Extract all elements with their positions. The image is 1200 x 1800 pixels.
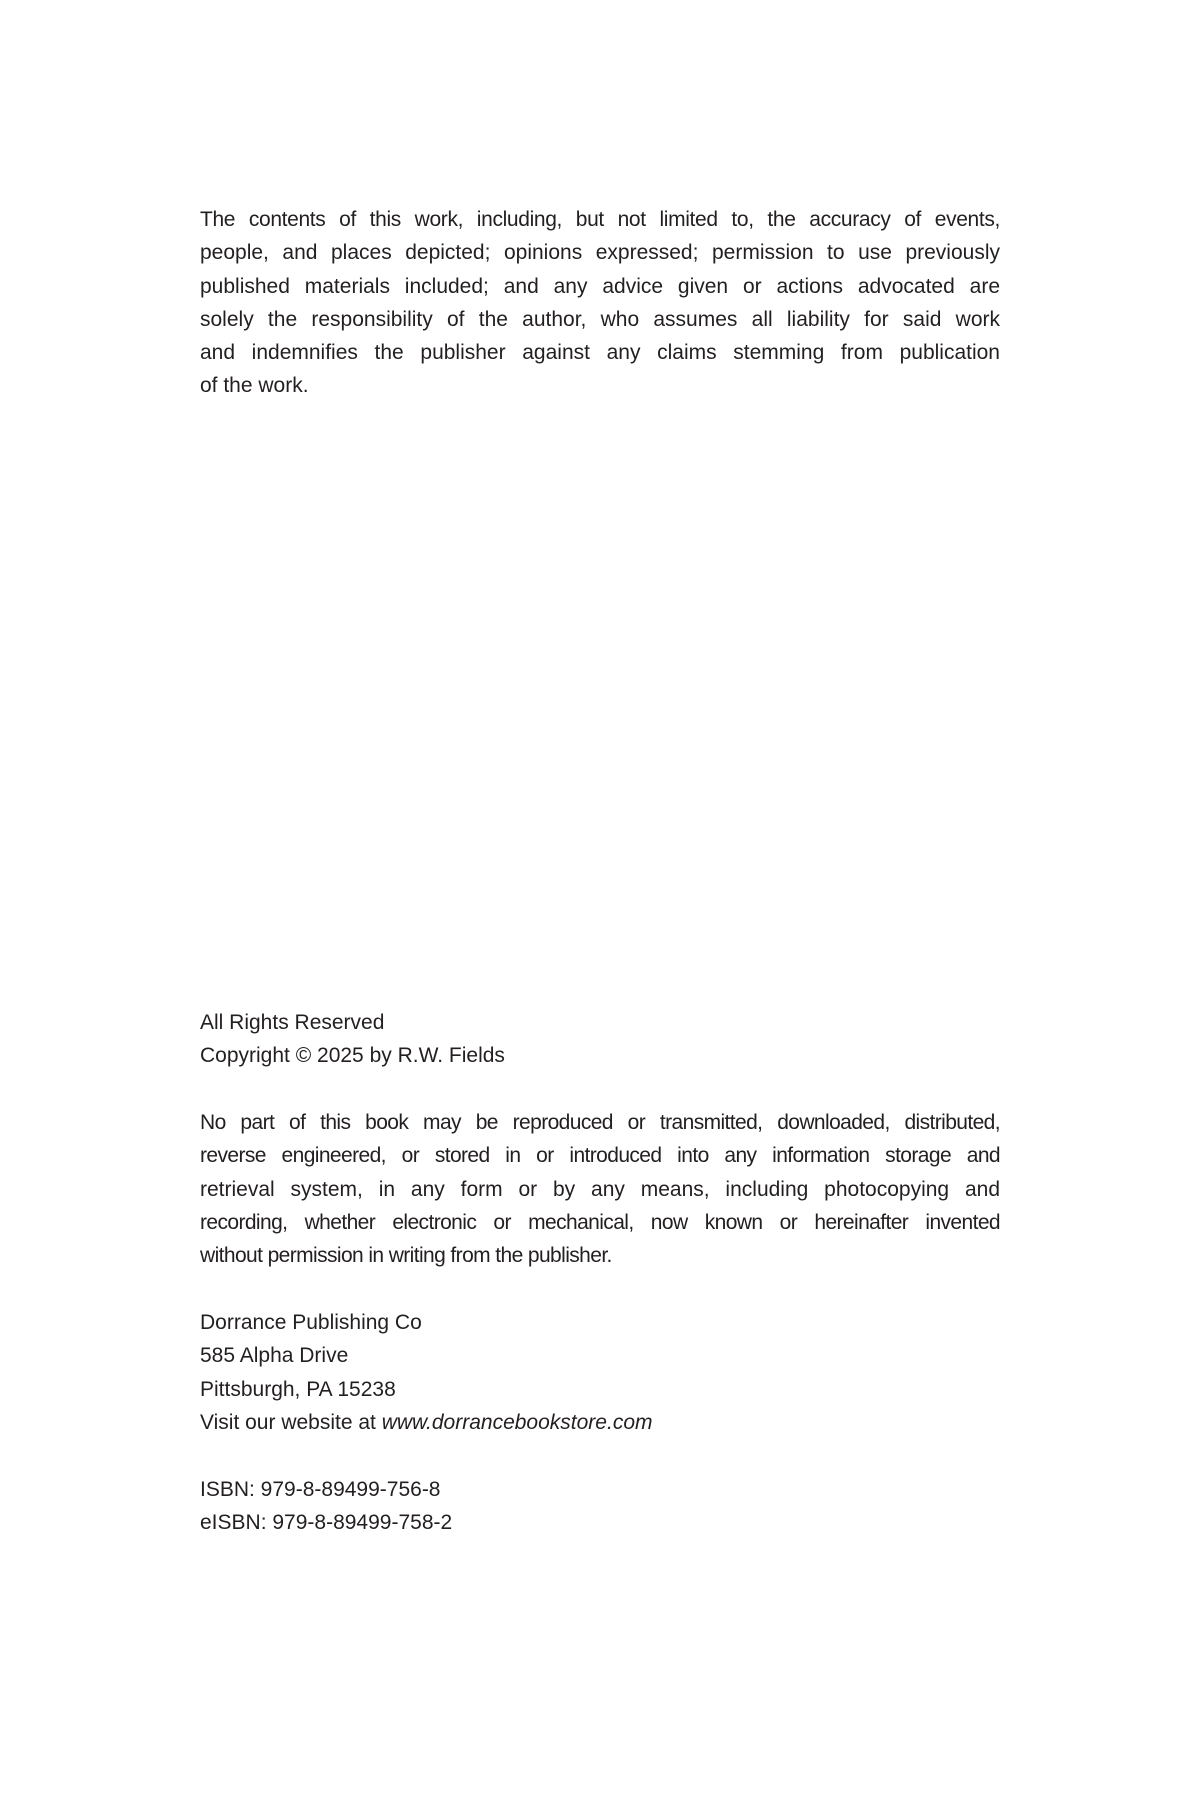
disclaimer-line: The contents of this work, including, but not limited to, the accuracy of events, — [200, 208, 1000, 231]
publisher-website-line — [200, 1406, 1000, 1439]
notice-line: recording, whether electronic or mechanical, now known or hereinafter invented — [200, 1210, 1000, 1234]
website-link[interactable]: www.dorrancebookstore.com — [381, 1410, 653, 1434]
publisher-city: Pittsburgh, PA 15238 — [200, 1377, 396, 1401]
isbn-print: ISBN: 979-8-89499-756-8 — [200, 1478, 441, 1501]
website-prefix: Visit our website at — [200, 1410, 382, 1434]
disclaimer-line: people, and places depicted; opinions expressed; permission to use previously — [200, 241, 1000, 265]
notice-line: reverse engineered, or stored in or introduced into any information storage and — [200, 1144, 1000, 1168]
notice-line: retrieval system, in any form or by any means, including photocopying and — [200, 1177, 1000, 1201]
rights-reserved: All Rights Reserved — [200, 1011, 385, 1034]
disclaimer-line: of the work. — [200, 374, 309, 398]
reproduction-notice — [200, 1106, 1000, 1272]
disclaimer-line: published materials included; and any advice given or actions advocated are — [200, 274, 1000, 298]
isbn-ebook: eISBN: 979-8-89499-758-2 — [200, 1511, 453, 1535]
publisher-street: 585 Alpha Drive — [200, 1344, 349, 1368]
publisher-address — [200, 1306, 1000, 1439]
rights-block — [200, 1006, 1000, 1073]
disclaimer-paragraph — [200, 203, 1000, 403]
disclaimer-line: solely the responsibility of the author, who assumes all liability for said work — [200, 307, 1000, 331]
isbn-block — [200, 1473, 1000, 1540]
notice-line: No part of this book may be reproduced or transmitted, downloaded, distributed, — [200, 1111, 1000, 1134]
publisher-name: Dorrance Publishing Co — [200, 1311, 422, 1334]
disclaimer-line: and indemnifies the publisher against any claims stemming from publication — [200, 341, 1000, 365]
notice-line: without permission in writing from the publisher. — [200, 1244, 612, 1268]
copyright-line: Copyright © 2025 by R.W. Fields — [200, 1044, 505, 1068]
